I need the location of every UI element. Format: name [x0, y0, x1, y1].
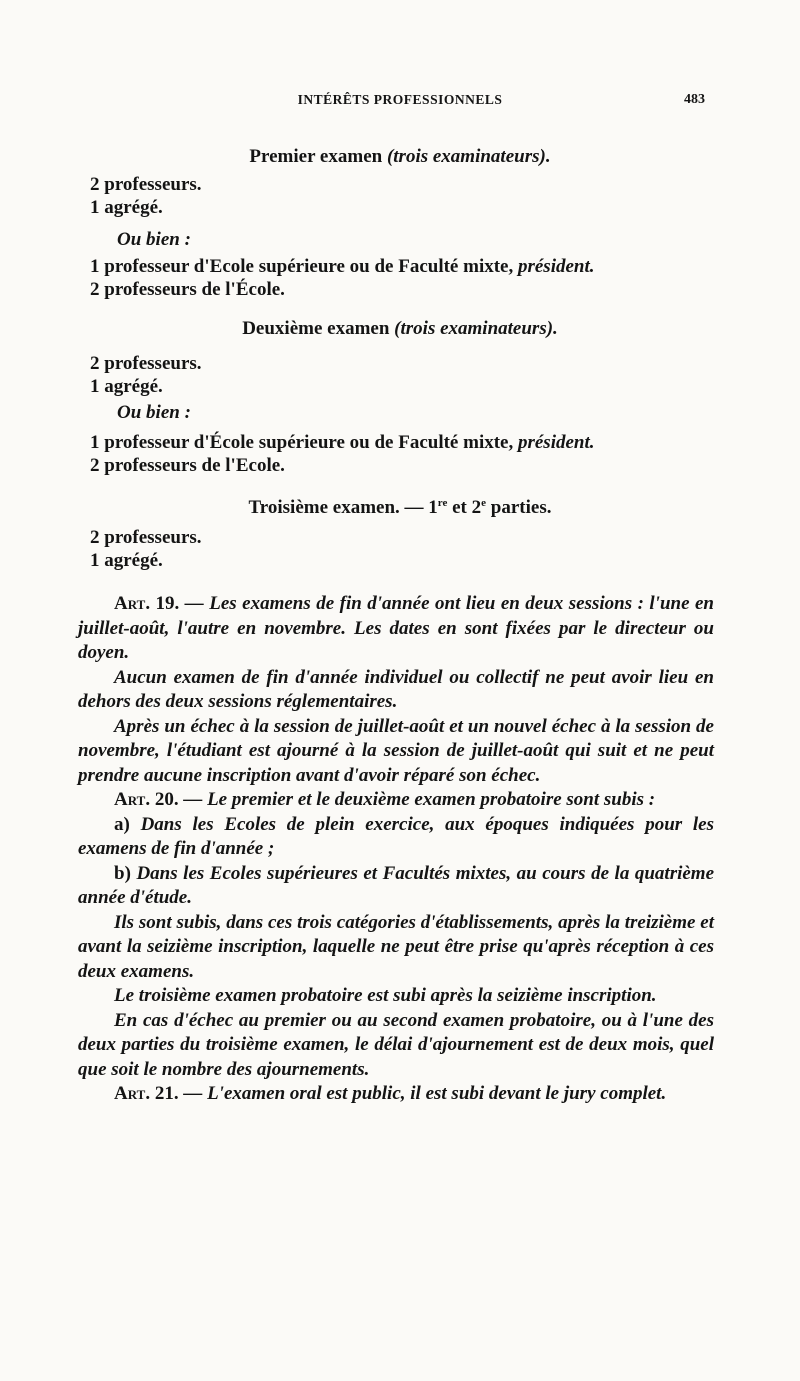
exam1-heading: Premier examen (trois examinateurs). [249, 146, 551, 167]
art19-p1: Art. 19. — Les examens de fin d'année ont lieu en deux sessions : l'une en juillet-août, l'autre en novembre. Les dates en sont fixées par le directeur ou doyen. [78, 593, 714, 663]
art20-p2: Ils sont subis, dans ces trois catégories d'établissements, après la treizième et avant la seizième inscription, laquelle ne peut être prise qu'après réception à ces deux examens. [78, 911, 714, 982]
exam1-alt2: 2 professeurs de l'École. [90, 279, 285, 300]
exam3-line1: 2 professeurs. [90, 527, 202, 548]
page-number: 483 [684, 92, 705, 107]
art20-p1: Art. 20. — Le premier et le deuxième examen probatoire sont subis : [114, 789, 656, 810]
art19-p3: Après un échec à la session de juillet-août et un nouvel échec à la session de novembre, l'étudiant est ajourné à la session de juillet-août qui suit et ne peut prendre aucune inscription avant d'avoir réparé son échec. [78, 715, 714, 786]
art21-p1: Art. 21. — L'examen oral est public, il est subi devant le jury complet. [114, 1083, 667, 1104]
exam2-line2: 1 agrégé. [90, 376, 163, 397]
art20-item-b: b) Dans les Ecoles supérieures et Facultés mixtes, au cours de la quatrième année d'étude. [78, 862, 715, 908]
exam1-line2: 1 agrégé. [90, 197, 163, 218]
exam3-line2: 1 agrégé. [90, 550, 163, 571]
art19-p2: Aucun examen de fin d'année individuel ou collectif ne peut avoir lieu en dehors des deux sessions réglementaires. [78, 666, 714, 712]
art20-p4: En cas d'échec au premier ou au second examen probatoire, ou à l'une des deux parties du troisième examen, le délai d'ajournement est de deux mois, quel que soit le nombre des ajournements. [78, 1009, 714, 1080]
art20-p3: Le troisième examen probatoire est subi après la seizième inscription. [114, 985, 657, 1006]
articles-body [78, 592, 714, 1107]
exam1-alt1: 1 professeur d'Ecole supérieure ou de Faculté mixte, président. [90, 256, 595, 277]
art21-label: Art. 21. [114, 1083, 179, 1104]
exam2-alt1: 1 professeur d'École supérieure ou de Faculté mixte, président. [90, 432, 595, 453]
exam2-line1: 2 professeurs. [90, 353, 202, 374]
exam2-or: Ou bien : [117, 402, 191, 423]
exam1-or: Ou bien : [117, 229, 191, 250]
exam3-heading: Troisième examen. — 1re et 2e parties. [248, 497, 552, 518]
exam2-heading: Deuxième examen (trois examinateurs). [242, 318, 558, 339]
exam1-line1: 2 professeurs. [90, 174, 202, 195]
running-header: INTÉRÊTS PROFESSIONNELS [297, 92, 503, 107]
exam2-alt2: 2 professeurs de l'Ecole. [90, 455, 285, 476]
art20-label: Art. 20. [114, 789, 179, 810]
art20-item-a: a) Dans les Ecoles de plein exercice, aux époques indiquées pour les examens de fin d'année ; [78, 813, 714, 859]
art19-label: Art. 19. [114, 593, 180, 614]
